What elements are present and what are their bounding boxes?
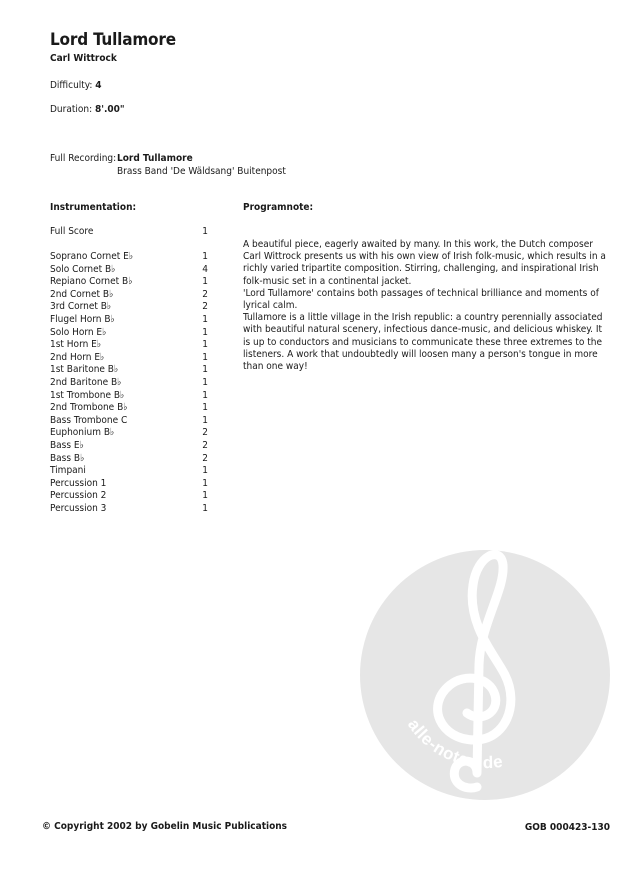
watermark-logo [355,545,615,805]
instrument-row [50,314,210,326]
instrument-row [50,352,210,364]
instrument-count: 1 [202,339,208,351]
programnote-heading: Programnote: [243,202,314,213]
instrument-count: 1 [202,364,208,376]
instrument-count: 1 [202,389,208,401]
instrument-row [50,364,210,376]
instrument-count: 1 [202,503,208,514]
recording-performer: Brass Band 'De Wäldsang' Buitenpost [117,166,286,177]
programnote-paragraph: A beautiful piece, eagerly awaited by many. In this work, the Dutch composer Carl Wittrock presents us with his own view of Irish folk-music, which results in a richly varied tripartite composition. Stirring, challenging, and inspirational Irish folk-music set in a continental jacket. [243,239,606,287]
instrument-name: 2nd Cornet B♭ [50,288,114,300]
instrument-count: 1 [202,465,208,477]
instrument-name: Solo Cornet B♭ [50,263,116,275]
duration-line [50,104,125,116]
instrument-name: Timpani [50,465,86,477]
instrument-count: 2 [202,301,208,313]
programnote-text [243,239,611,373]
instrument-name: 2nd Trombone B♭ [50,402,128,414]
instrument-row [50,301,210,313]
programnote-paragraph: 'Lord Tullamore' contains both passages of technical brilliance and moments of lyrical calm. [243,287,599,312]
instrument-name: Percussion 1 [50,477,107,489]
instrument-name: 1st Horn E♭ [50,339,102,351]
instrument-row [50,427,210,439]
instrument-name: Bass Trombone C [50,414,128,426]
instrument-count: 1 [202,477,208,489]
instrument-row [50,251,210,263]
instrumentation-heading: Instrumentation: [50,202,137,213]
instrument-name: Bass E♭ [50,440,84,451]
instrument-count: 1 [202,377,208,388]
instrument-count: 1 [202,226,208,237]
programnote-paragraph: Tullamore is a little village in the Irish republic: a country perennially associated with beautiful natural scenery, infectious dance-music, and delicious whiskey. It is up to conductors and musicians to communicate these three extremes to the listeners. A work that undoubtedly will loosen many a person's tongue in more than one way! [243,312,603,373]
instrument-count: 1 [202,326,208,338]
instrument-row [50,503,210,515]
instrument-row [50,339,210,351]
instrument-row [50,478,210,490]
recording-title: Lord Tullamore [117,153,193,164]
watermark-text: alle-noten.de [403,715,505,773]
instrument-count: 1 [202,276,208,288]
copyright-notice: © Copyright 2002 by Gobelin Music Publications [42,821,288,832]
instrument-row [50,377,210,389]
difficulty-line [50,80,102,92]
instrument-count: 2 [202,440,208,451]
instrument-count: 1 [202,414,208,426]
instrument-count: 1 [202,490,208,502]
instrument-count: 1 [202,351,208,363]
instrument-row [50,226,210,238]
duration-value: 8'.00" [94,104,125,115]
recording-label: Full Recording: [50,153,117,164]
instrument-name: Percussion 3 [50,503,107,514]
instrument-row [50,327,210,339]
catalog-number: GOB 000423-130 [524,822,610,833]
instrument-count: 1 [202,251,208,262]
instrument-name: 1st Trombone B♭ [50,389,125,401]
instrument-count: 2 [202,452,208,464]
instrument-count: 4 [202,263,208,275]
instrument-count: 2 [202,427,208,439]
instrument-row [50,390,210,402]
duration-label: Duration: [50,104,93,115]
instrument-name: Full Score [50,226,94,237]
instrument-name: Repiano Cornet B♭ [50,276,133,288]
instrument-row [50,415,210,427]
instrument-name: Flugel Horn B♭ [50,314,115,325]
instrument-row [50,453,210,465]
difficulty-label: Difficulty: [50,80,93,91]
difficulty-value: 4 [95,80,102,91]
instrument-row [50,276,210,288]
instrument-count: 1 [202,314,208,325]
instrument-row [50,264,210,276]
instrument-name: 2nd Horn E♭ [50,351,105,363]
instrument-name: Soprano Cornet E♭ [50,251,134,262]
instrument-name: 3rd Cornet B♭ [50,301,112,313]
instrument-row [50,402,210,414]
instrument-name: Percussion 2 [50,490,107,502]
composer-name: Carl Wittrock [50,53,117,64]
instrument-name: Bass B♭ [50,452,85,464]
instrument-count: 1 [202,402,208,414]
instrument-row [50,490,210,502]
page-title: Lord Tullamore [50,30,176,50]
instrument-name: Solo Horn E♭ [50,326,107,338]
instrument-row [50,440,210,452]
instrument-name: 1st Baritone B♭ [50,364,119,376]
instrument-count: 2 [202,288,208,300]
instrument-name: Euphonium B♭ [50,427,115,439]
instrument-name: 2nd Baritone B♭ [50,377,122,388]
instrument-row [50,465,210,477]
instrument-row [50,289,210,301]
